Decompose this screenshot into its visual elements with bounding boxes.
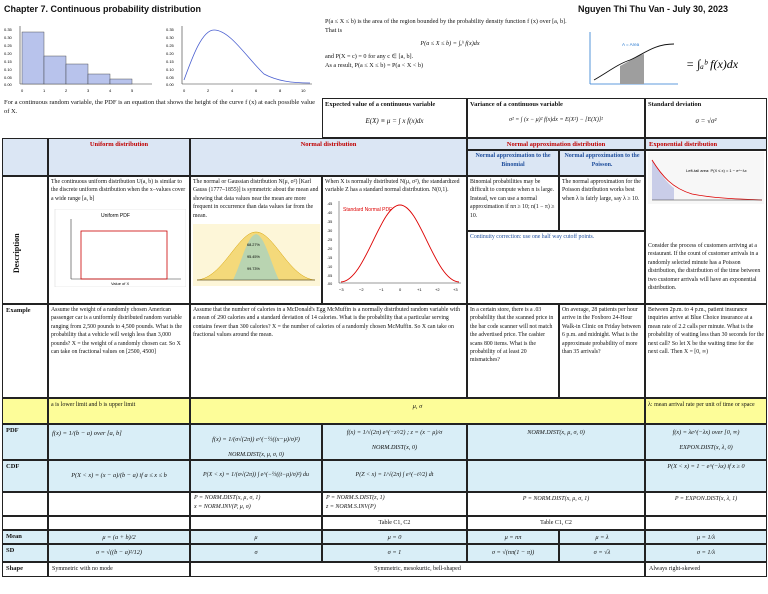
bell-pct-68: 68.27% — [247, 242, 260, 247]
continuity-text: Continuity correction: use one half way cutoff points. — [470, 234, 595, 240]
excel-uniform — [48, 492, 190, 516]
excel-std-1: P = NORM.S.DIST(z, 1) — [326, 495, 385, 501]
row-label-cdf: CDF — [2, 460, 48, 492]
shape-normal: Symmetric, mesokurtic, bell-shaped — [190, 562, 645, 577]
sd-poisson: σ = √λ — [559, 544, 645, 562]
curve-x-tick: 2 — [207, 88, 210, 93]
std-y-tick: .45 — [327, 201, 333, 206]
desc-exponential-text: Consider the process of customers arriving at a restaurant. If the count of customer arrivals in a randomly selected minute has a Poisson distribution, the distribution of the time between two customer arrivals will have an exponential distribution. — [648, 243, 761, 291]
table-std-normal: Table C1, C2 — [322, 516, 467, 530]
pdf-definition: For a continuous random variable, the PDF is an equation that shows the height of the curve f (x) at each possible value of X. — [4, 99, 316, 116]
std-x-tick: −2 — [359, 286, 364, 292]
header-uniform: Uniform distribution — [48, 138, 190, 176]
excel-normal-2: x = NORM.INV(P, μ, σ) — [194, 503, 251, 510]
page-header — [0, 0, 768, 17]
hist-x-tick: 0 — [21, 88, 24, 93]
table-row-label — [2, 516, 48, 530]
hist-bar — [22, 32, 44, 84]
area-text-1: P(a ≤ X ≤ b) is the area of the region bounded by the probability density function f (x) over [a, b]. That is — [325, 18, 567, 34]
excel-std-normal — [322, 492, 467, 516]
excel-row-label — [2, 492, 48, 516]
curve-label: A = Area — [622, 42, 640, 47]
pdf-normal-excel: NORM.DIST(x, μ, σ, 0) — [228, 452, 284, 458]
cdf-exponential: P(X < x) = 1 − e^(−λx) if x ≥ 0 — [645, 460, 767, 492]
desc-exponential — [645, 150, 767, 304]
desc-poisson: The normal approximation for the Poisson distribution works best when λ is fairly large, say λ ≥ 10. — [559, 176, 645, 231]
excel-normal-1: P = NORM.DIST(x, μ, σ, 1) — [194, 495, 261, 501]
page-title: Chapter 7. Continuous probability distribution — [4, 4, 201, 14]
desc-uniform — [48, 176, 190, 304]
std-y-tick: .00 — [327, 281, 333, 286]
variance-box — [467, 98, 645, 138]
sd-uniform: σ = √((b − a)²/12) — [48, 544, 190, 562]
sd-title: Standard deviation — [648, 101, 702, 108]
row-label-example: Example — [2, 304, 48, 398]
desc-binomial: Binomial probabilities may be difficult to compute when n is large. Instead, we can use a normal approximation if nπ ≥ 10; n(1 − π) ≥ 10. — [467, 176, 559, 231]
density-curve — [184, 30, 310, 83]
cdf-std-normal: P(Z < x) = 1/√(2π) ∫ e^(−t²/2) dt — [322, 460, 467, 492]
corner-header — [2, 138, 48, 176]
area-formula: P(a ≤ X ≤ b) = ∫ₐᵇ f(x)dx — [420, 39, 480, 47]
params-exponential: λ: mean arrival rate per unit of time or space — [645, 398, 767, 424]
std-x-tick: −1 — [379, 286, 384, 292]
expected-value-box — [322, 98, 467, 138]
hist-y-tick: 0.25 — [4, 43, 12, 48]
var-formula: σ² = ∫ (x − μ)² f(x)dx = E(X²) − [E(X)]² — [509, 117, 603, 124]
row-label-pdf: PDF — [2, 424, 48, 460]
hist-y-tick: 0.20 — [4, 51, 12, 56]
hist-x-tick: 2 — [65, 88, 68, 93]
hist-x-tick: 4 — [109, 88, 112, 93]
curve-y-tick: 0.35 — [166, 27, 174, 32]
density-curve-chart — [166, 26, 312, 93]
desc-std-normal-text: When X is normally distributed N(μ, σ²), the standardized variable Z has a standard normal distribution. N(0,1). — [325, 179, 460, 194]
table-uniform — [48, 516, 190, 530]
hist-x-tick: 1 — [43, 88, 46, 93]
table-normal — [190, 516, 322, 530]
excel-std-2: z = NORM.S.INV(P) — [326, 503, 376, 510]
excel-exponential: P = EXPON.DIST(x, λ, 1) — [645, 492, 767, 516]
exp-chart — [648, 152, 764, 204]
std-x-tick: +3 — [453, 286, 458, 292]
std-normal-title: Standard Normal PDF — [343, 206, 393, 213]
mean-exponential: μ = 1/λ — [645, 530, 767, 544]
std-y-tick: .10 — [327, 264, 333, 269]
desc-normal — [190, 176, 322, 304]
example-binomial: In a certain store, there is a .03 probability that the scanned price in the bar code scanner will not match the advertised price. The cashier scans 800 items. What is the probability of at least 20 mismatches? — [467, 304, 559, 398]
pdf-exponential — [645, 424, 767, 460]
ev-formula: E(X) ≡ μ = ∫ x f(x)dx — [365, 117, 424, 126]
hist-y-tick: 0.00 — [4, 82, 12, 87]
row-label-description — [2, 176, 48, 304]
pdf-exponential-formula: f(x) = λe^(−λx) over [0, ∞) — [672, 429, 740, 436]
bell-curve-chart — [193, 224, 320, 286]
example-poisson: On average, 28 patients per hour arrive in the Foxboro 24-Hour Walk-in Clinic on Friday between 6 p.m. and midnight. What is the approximate probability of more than 35 arrivals? — [559, 304, 645, 398]
pdf-normal: f(x) = 1/(σ√(2π)) e^(−½((x−μ)/σ)²) — [190, 424, 322, 460]
desc-continuity — [467, 231, 645, 304]
header-normal-approx: Normal approximation distribution — [467, 138, 645, 150]
cdf-approx — [467, 460, 645, 492]
std-y-tick: .40 — [327, 210, 333, 215]
hist-y-tick: 0.30 — [4, 35, 12, 40]
mean-std-normal: μ = 0 — [322, 530, 467, 544]
cdf-normal: P(X < x) = 1/(σ√(2π)) ∫ e^(−½((t−μ)/σ)²) du — [190, 460, 322, 492]
sd-formula: σ = √σ² — [695, 117, 717, 126]
excel-normal — [190, 492, 322, 516]
curve-x-tick: 8 — [279, 88, 282, 93]
header-approx-binomial: Normal approximation to the Binomial — [467, 150, 559, 176]
author-date: Nguyen Thi Thu Van - July 30, 2023 — [577, 4, 728, 14]
desc-std-normal — [322, 176, 467, 304]
hist-x-tick: 5 — [131, 88, 134, 93]
curve-x-tick: 4 — [231, 88, 234, 93]
std-y-tick: .25 — [327, 237, 333, 242]
std-x-tick: 0 — [399, 286, 402, 292]
std-y-tick: .30 — [327, 228, 333, 233]
var-title: Variance of a continuous variable — [470, 101, 563, 108]
curve-y-tick: 0.30 — [166, 35, 174, 40]
curve-y-tick: 0.15 — [166, 59, 174, 64]
params-label — [2, 398, 48, 424]
bell-pct-95: 95.45% — [247, 254, 260, 259]
std-x-tick: −3 — [339, 286, 344, 292]
area-text-3: As a result, P(a ≤ X ≤ b) = P(a < X < b) — [325, 61, 424, 69]
desc-uniform-text: The continuous uniform distribution U(a, b) is similar to the discrete uniform distribution when the x−values cover a wide range [a, b] — [51, 179, 186, 202]
pdf-std-normal-excel: NORM.DIST(x, 0) — [371, 443, 418, 451]
sd-binomial: σ = √(nπ(1 − π)) — [467, 544, 559, 562]
area-definition — [325, 18, 575, 98]
intro-charts — [2, 18, 322, 98]
row-label-mean: Mean — [2, 530, 48, 544]
pdf-uniform: f(x) = 1/(b − a) over [a, b] — [48, 424, 190, 460]
hist-y-tick: 0.10 — [4, 67, 12, 72]
pdf-std-normal — [322, 424, 467, 460]
mean-binomial: μ = nπ — [467, 530, 559, 544]
uniform-pdf-chart — [51, 209, 186, 287]
description-label: Description — [12, 233, 21, 273]
example-normal: Assume that the number of calories in a McDonald's Egg McMuffin is a normally distributed random variable with a mean of 290 calories and a standard deviation of 14 calories. What is the probability that a particular serving contains fewer than 300 calories? X = the number of calories of a randomly chosen McMuffin. So X can take on fractional values around the mean. — [190, 304, 467, 398]
std-normal-chart — [325, 197, 465, 293]
curve-y-tick: 0.10 — [166, 67, 174, 72]
example-uniform: Assume the weight of a randomly chosen American passenger car is a uniformly distributed random variable ranging from 2,500 pounds to 4,500 pounds. What is the probability that a vehicle will weigh less than 3,000 pounds? X = the weight of a randomly chosen car. So X can take on fractional values on [2500, 4500] — [48, 304, 190, 398]
excel-approx: P = NORM.DIST(x, μ, σ, 1) — [467, 492, 645, 516]
params-uniform: a is lower limit and b is upper limit — [48, 398, 190, 424]
curve-y-tick: 0.00 — [166, 82, 174, 87]
curve-y-tick: 0.20 — [166, 51, 174, 56]
std-y-tick: .35 — [327, 219, 333, 224]
shape-uniform: Symmetric with no mode — [48, 562, 190, 577]
bell-pct-99: 99.73% — [247, 266, 260, 271]
hist-bar — [88, 74, 110, 84]
std-x-tick: +2 — [435, 286, 440, 292]
mean-normal: μ — [190, 530, 322, 544]
std-y-tick: .20 — [327, 246, 333, 251]
table-approx: Table C1, C2 — [467, 516, 645, 530]
intro-charts-svg — [2, 18, 322, 98]
header-approx-poisson: Normal approximation to the Poisson. — [559, 150, 645, 176]
exp-chart-label: Left-tail area: P(X ≤ x) = 1 − e^−λx — [686, 168, 747, 173]
table-exponential — [645, 516, 767, 530]
shaded-area — [620, 54, 644, 84]
curve-x-tick: 0 — [183, 88, 186, 93]
ev-title: Expected value of a continuous variable — [325, 101, 436, 108]
hist-bar — [110, 79, 132, 84]
curve-x-tick: 10 — [301, 88, 306, 93]
hist-x-tick: 3 — [87, 88, 90, 93]
sd-normal: σ — [190, 544, 322, 562]
sd-box — [645, 98, 767, 138]
curve-y-tick: 0.25 — [166, 43, 174, 48]
cdf-uniform: P(X < x) = (x − a)/(b − a) if a ≤ x ≤ b — [48, 460, 190, 492]
pdf-std-normal-formula: f(x) = 1/√(2π) e^(−z²/2) ; z = (x − μ)/σ — [346, 429, 443, 436]
area-illustration — [578, 22, 763, 94]
hist-bar — [44, 56, 66, 84]
area-illustration-svg — [578, 22, 763, 94]
desc-normal-text: The normal or Gaussian distribution N(μ, σ²) [Karl Gauss (1777–1855)] is symmetric about the mean and showing that data values near the mean are more frequent in occurrence than data values far from the mean. — [193, 179, 319, 219]
row-label-sd: SD — [2, 544, 48, 562]
sd-std-normal: σ = 1 — [322, 544, 467, 562]
params-normal: μ, σ — [190, 398, 645, 424]
row-label-shape: Shape — [2, 562, 48, 577]
hist-y-tick: 0.05 — [4, 75, 12, 80]
std-normal-curve — [341, 205, 459, 282]
header-normal: Normal distribution — [190, 138, 467, 176]
header-exponential: Exponential distribution — [645, 138, 767, 150]
integral-formula: = ∫ₐᵇ f(x)dx — [686, 57, 739, 71]
shape-exponential: Always right-skewed — [645, 562, 767, 577]
histogram-chart — [4, 26, 152, 93]
hist-y-tick: 0.35 — [4, 27, 12, 32]
pdf-approx: NORM.DIST(x, μ, σ, 0) — [467, 424, 645, 460]
example-exponential: Between 2p.m. to 4 p.m., patient insurance inquiries arrive at Blue Choice insurance at a mean rate of 2.2 calls per minute. What is the probability of waiting less than 30 seconds for the next call? So let X be the waiting time for the next call. Then X = [0, ∞) — [645, 304, 767, 398]
sd-exponential: σ = 1/λ — [645, 544, 767, 562]
uniform-chart-title: Uniform PDF — [101, 213, 130, 220]
mean-poisson: μ = λ — [559, 530, 645, 544]
curve-y-tick: 0.05 — [166, 75, 174, 80]
mean-uniform: μ = (a + b)/2 — [48, 530, 190, 544]
curve-x-tick: 6 — [255, 88, 258, 93]
uniform-chart-xlabel: Value of X — [111, 281, 130, 287]
area-text-2: and P(X = c) = 0 for any c ∈ [a, b]. — [325, 52, 414, 60]
std-x-tick: +1 — [417, 286, 422, 292]
std-y-tick: .15 — [327, 255, 333, 260]
hist-y-tick: 0.15 — [4, 59, 12, 64]
hist-bar — [66, 64, 88, 84]
std-y-tick: .05 — [327, 273, 333, 278]
pdf-exponential-excel: EXPON.DIST(x, λ, 0) — [679, 443, 733, 451]
